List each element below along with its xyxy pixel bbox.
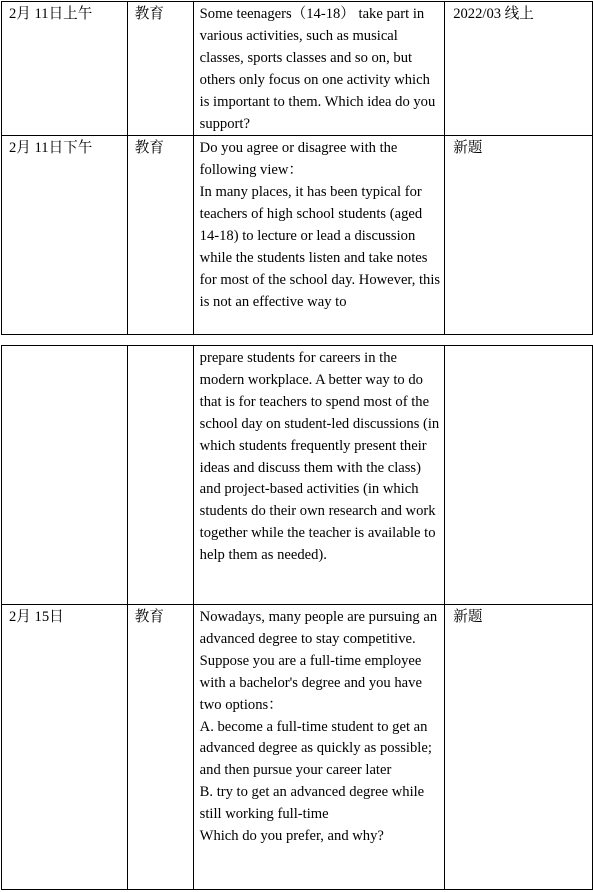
question-cell: prepare students for careers in the modern workplace. A better way to do that is for teachers to spend most of the school day on student-led discussions (in which students frequently present their ideas and discuss them with the class) and project-based activities (in which students do their own research and work together while the teacher is available to help them as needed). [193, 346, 445, 605]
question-cell: Do you agree or disagree with the following view： In many places, it has been typical for teachers of high school students (aged 14-18) to lecture or lead a discussion while the students listen and take notes for most of the school day. However, this is not an effective way to [193, 136, 445, 335]
question-cell: Some teenagers（14-18） take part in various activities, such as musical classes, sports classes and so on, but others only focus on one activity which is important to them. Which idea do you support? [193, 2, 445, 136]
table-row [2, 605, 593, 890]
topic-table-part-1 [1, 1, 593, 335]
category-cell: 教育 [127, 136, 193, 335]
date-cell: 2月 11日上午 [2, 2, 128, 136]
category-cell [127, 346, 193, 605]
new-topic-badge: 新题 [445, 136, 593, 335]
date-cell: 2月 11日下午 [2, 136, 128, 335]
note-cell [445, 346, 593, 605]
date-cell: 2月 15日 [2, 605, 128, 890]
category-cell: 教育 [127, 605, 193, 890]
question-cell: Nowadays, many people are pursuing an advanced degree to stay competitive. Suppose you are a full-time employee with a bachelor's degree and you have two options： A. become a full-time student to get an advanced degree as quickly as possible; and then pursue your career later B. try to get an advanced degree while still working full-time Which do you prefer, and why? [193, 605, 445, 890]
table-row [2, 346, 593, 605]
note-cell: 2022/03 线上 [445, 2, 593, 136]
date-cell [2, 346, 128, 605]
new-topic-badge: 新题 [445, 605, 593, 890]
table-row [2, 2, 593, 136]
category-cell: 教育 [127, 2, 193, 136]
topic-table-part-2 [1, 345, 593, 890]
table-row [2, 136, 593, 335]
